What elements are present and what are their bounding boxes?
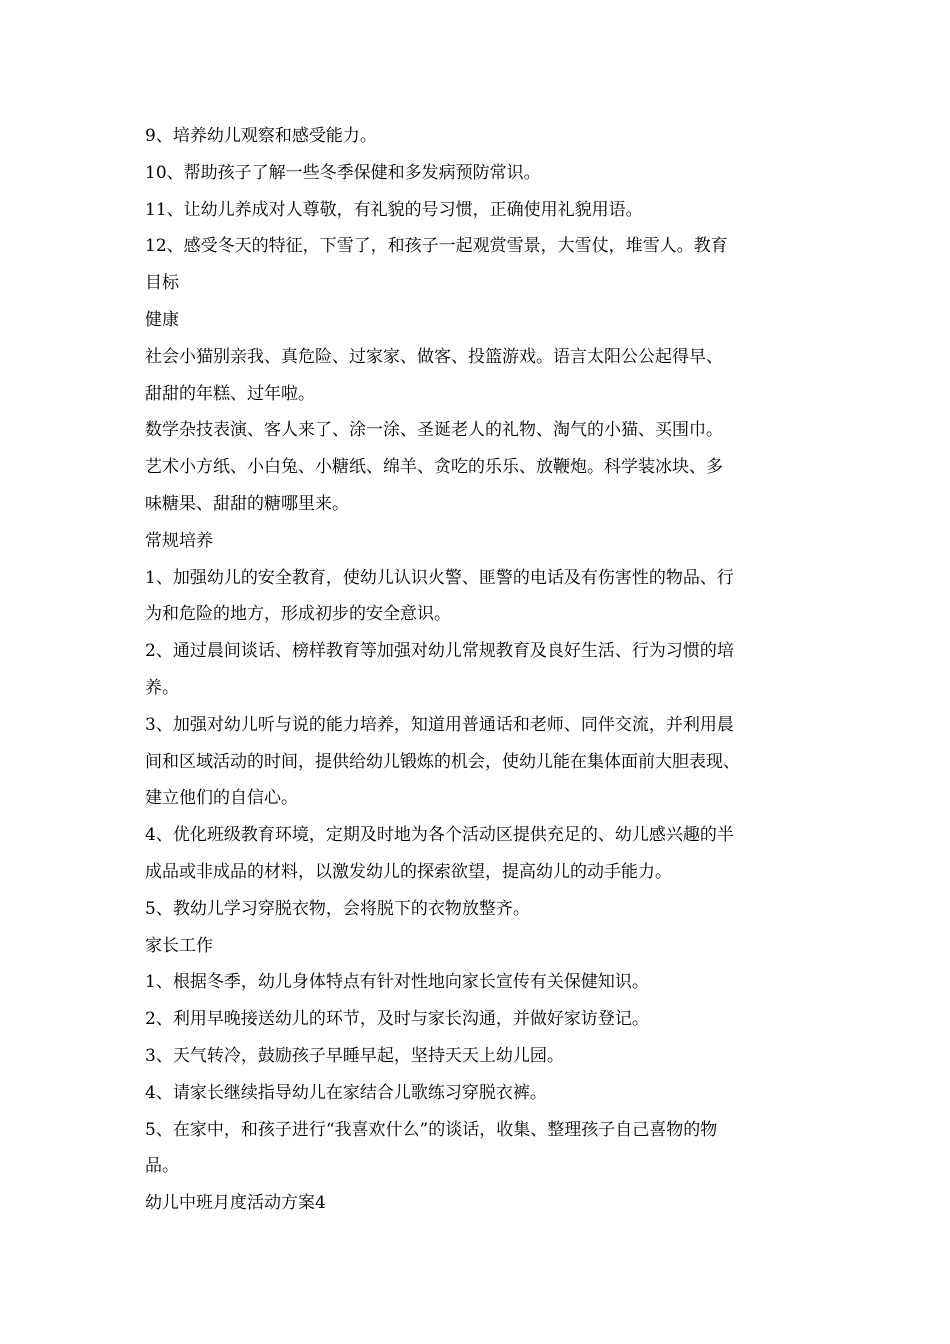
section-heading-health: 健康 <box>145 309 179 330</box>
text-line: 建立他们的自信心。 <box>145 788 298 809</box>
text-line: 养。 <box>145 677 179 698</box>
text-line: 成品或非成品的材料，以激发幼儿的探索欲望，提高幼儿的动手能力。 <box>145 861 672 882</box>
text-line: 为和危险的地方，形成初步的安全意识。 <box>145 604 451 625</box>
text-line: 目标 <box>145 273 179 294</box>
text-line: 1、加强幼儿的安全教育，使幼儿认识火警、匪警的电话及有伤害性的物品、行 <box>145 567 734 588</box>
text-line: 1、根据冬季，幼儿身体特点有针对性地向家长宣传有关保健知识。 <box>145 972 649 993</box>
document-subtitle: 幼儿中班月度活动方案4 <box>145 1193 326 1214</box>
text-line: 3、天气转冷，鼓励孩子早睡早起，坚持天天上幼儿园。 <box>145 1045 564 1066</box>
text-line: 4、优化班级教育环境，定期及时地为各个活动区提供充足的、幼儿感兴趣的半 <box>145 825 734 846</box>
text-line: 艺术小方纸、小白兔、小糖纸、绵羊、贪吃的乐乐、放鞭炮。科学装冰块、多 <box>145 457 723 478</box>
text-line: 4、请家长继续指导幼儿在家结合儿歌练习穿脱衣裤。 <box>145 1082 547 1103</box>
text-line: 品。 <box>145 1156 179 1177</box>
text-line: 3、加强对幼儿听与说的能力培养，知道用普通话和老师、同伴交流，并利用晨 <box>145 714 734 735</box>
text-line: 2、通过晨间谈话、榜样教育等加强对幼儿常规教育及良好生活、行为习惯的培 <box>145 641 734 662</box>
text-line: 味糖果、甜甜的糖哪里来。 <box>145 493 349 514</box>
text-line: 甜甜的年糕、过年啦。 <box>145 383 315 404</box>
text-line: 5、在家中，和孩子进行“我喜欢什么”的谈话，收集、整理孩子自己喜物的物 <box>145 1119 718 1140</box>
document-body <box>145 118 825 1222</box>
section-heading-parents: 家长工作 <box>145 935 213 956</box>
text-line: 社会小猫别亲我、真危险、过家家、做客、投篮游戏。语言太阳公公起得早、 <box>145 346 723 367</box>
text-line: 12、感受冬天的特征，下雪了，和孩子一起观赏雪景，大雪仗，堆雪人。教育 <box>145 236 728 257</box>
text-line: 10、帮助孩子了解一些冬季保健和多发病预防常识。 <box>145 162 541 183</box>
text-line: 间和区域活动的时间，提供给幼儿锻炼的机会，使幼儿能在集体面前大胆表现、 <box>145 751 740 772</box>
text-line: 2、利用早晚接送幼儿的环节，及时与家长沟通，并做好家访登记。 <box>145 1009 649 1030</box>
text-line: 数学杂技表演、客人来了、涂一涂、圣诞老人的礼物、淘气的小猫、买围巾。 <box>145 420 723 441</box>
section-heading-routine: 常规培养 <box>145 530 213 551</box>
text-line: 5、教幼儿学习穿脱衣物，会将脱下的衣物放整齐。 <box>145 898 530 919</box>
text-line: 9、培养幼儿观察和感受能力。 <box>145 126 377 146</box>
text-line: 11、让幼儿养成对人尊敬，有礼貌的号习惯，正确使用礼貌用语。 <box>145 199 643 220</box>
